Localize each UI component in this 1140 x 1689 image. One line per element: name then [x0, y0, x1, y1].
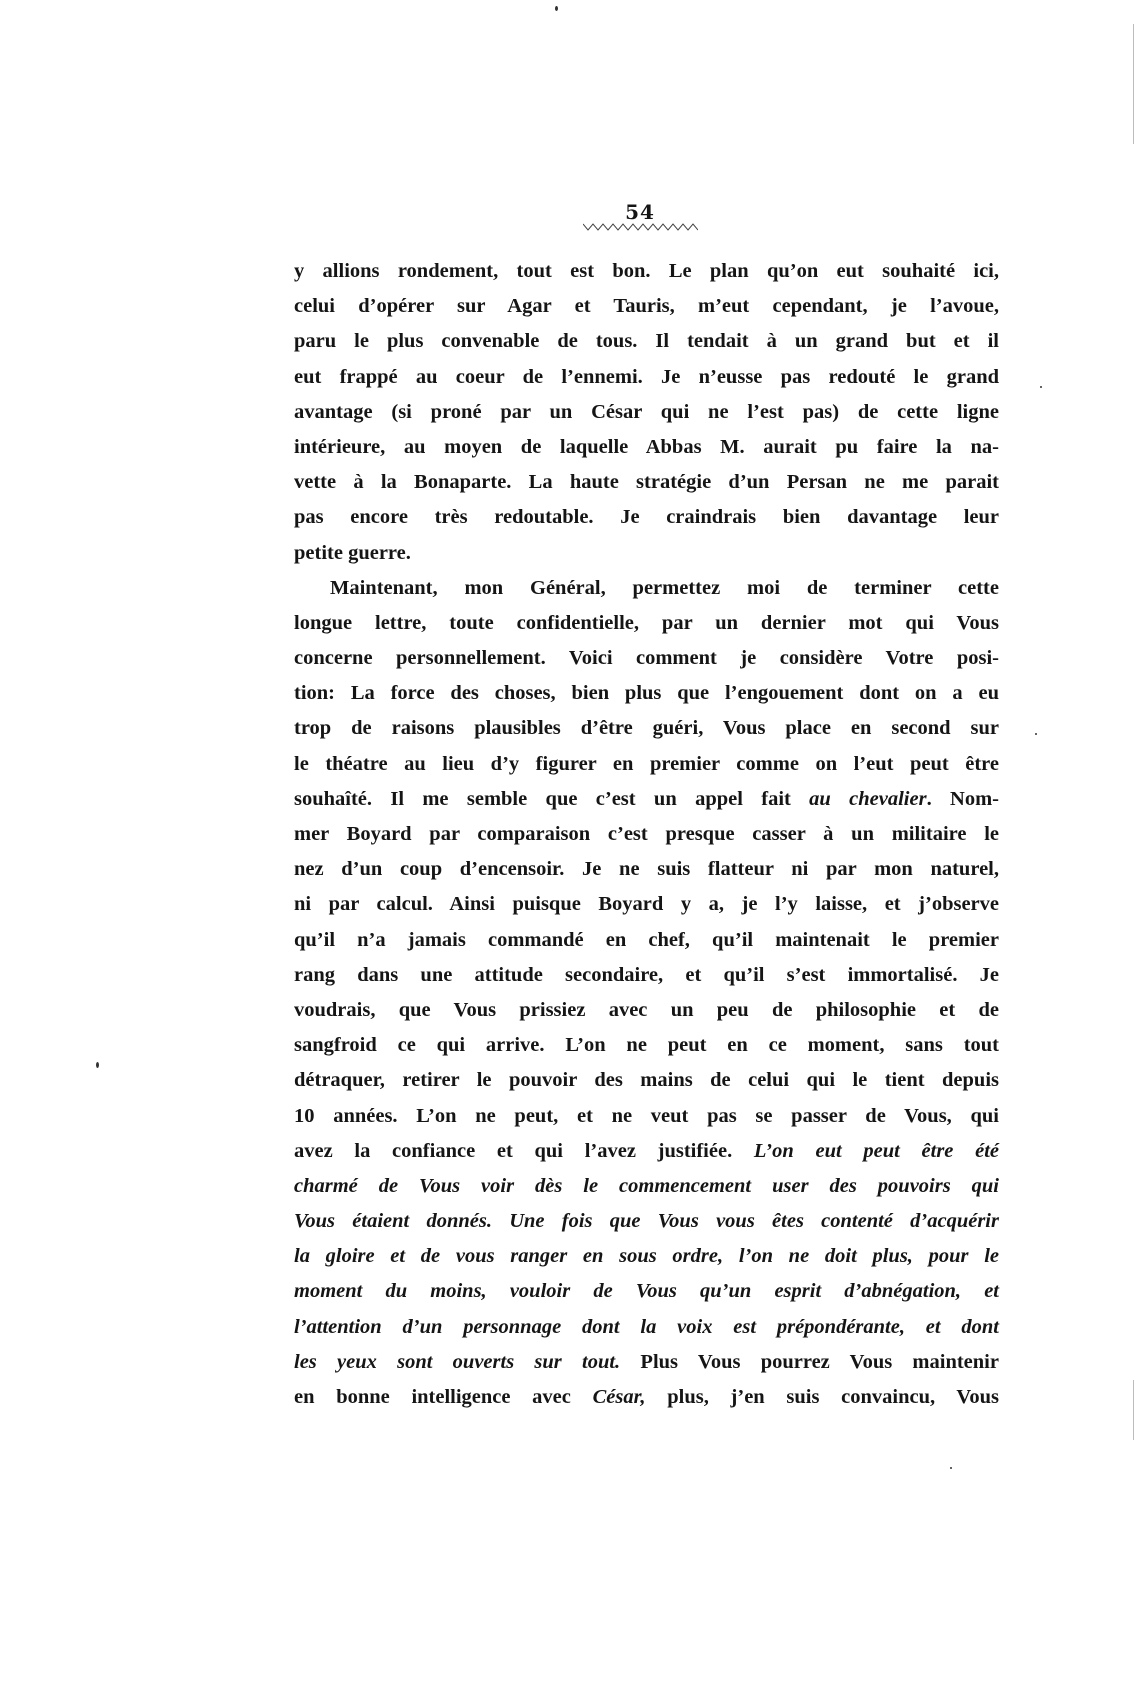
text-line	[294, 254, 999, 289]
text-line	[294, 395, 999, 430]
text-segment: voudrais, que Vous prissiez avec un peu de philosophie et de	[294, 998, 999, 1021]
text-segment: petite guerre.	[294, 541, 411, 564]
text-line	[294, 958, 999, 993]
italic-segment: moment du moins, vouloir de Vous qu’un esprit d’abnégation, et	[294, 1280, 999, 1303]
italic-segment: la gloire et de vous ranger en sous ordre, l’on ne doit plus, pour le	[294, 1245, 999, 1268]
text-segment: souhaîté. Il me semble que c’est un appel fait	[294, 787, 810, 810]
text-line	[294, 641, 999, 676]
italic-segment: l’attention d’un personnage dont la voix est prépondérante, et dont	[294, 1315, 999, 1338]
text-segment: concerne personnellement. Voici comment je considère Votre posi-	[294, 647, 999, 670]
italic-segment: L’on eut peut être été	[753, 1139, 999, 1162]
text-segment: pas encore très redoutable. Je craindrais bien davantage leur	[294, 506, 999, 529]
text-segment: sangfroid ce qui arrive. L’on ne peut en ce moment, sans tout	[294, 1034, 999, 1057]
text-line	[294, 1239, 999, 1274]
text-line	[294, 1028, 999, 1063]
text-line	[294, 606, 999, 641]
ink-speck	[96, 1062, 99, 1068]
text-line	[294, 1380, 999, 1415]
text-line	[294, 782, 999, 817]
text-line	[294, 676, 999, 711]
ink-speck	[555, 6, 558, 11]
text-line	[294, 1134, 999, 1169]
text-segment: le théatre au lieu d’y figurer en premier comme on l’eut peut être	[294, 752, 999, 775]
text-segment: Plus Vous pourrez Vous maintenir	[620, 1350, 999, 1373]
page-edge	[1133, 24, 1134, 144]
page-edge	[1133, 1380, 1134, 1440]
text-line	[294, 1204, 999, 1239]
text-segment: intérieure, au moyen de laquelle Abbas M. aurait pu faire la na-	[294, 435, 999, 458]
text-segment: paru le plus convenable de tous. Il tendait à un grand but et il	[294, 330, 999, 353]
text-segment: 10 années. L’on ne peut, et ne veut pas se passer de Vous, qui	[294, 1104, 999, 1127]
text-line	[294, 324, 999, 359]
text-line	[294, 887, 999, 922]
text-segment: longue lettre, toute confidentielle, par un dernier mot qui Vous	[294, 611, 999, 634]
text-line	[294, 1310, 999, 1345]
text-line	[294, 711, 999, 746]
text-line	[294, 430, 999, 465]
text-segment: mer Boyard par comparaison c’est presque casser à un militaire le	[294, 823, 999, 845]
text-segment: celui d’opérer sur Agar et Tauris, m’eut cependant, je l’avoue,	[294, 295, 999, 318]
ornament-rule	[583, 222, 698, 232]
text-segment: vette à la Bonaparte. La haute stratégie d’un Persan ne me parait	[294, 471, 999, 494]
text-segment: avantage (si proné par un César qui ne l’est pas) de cette ligne	[294, 400, 999, 423]
text-line	[294, 289, 999, 324]
text-line	[294, 817, 999, 852]
text-line	[294, 1099, 999, 1134]
text-segment: nez d’un coup d’encensoir. Je ne suis flatteur ni par mon naturel,	[294, 858, 999, 881]
text-line	[294, 536, 999, 571]
text-segment: détraquer, retirer le pouvoir des mains de celui qui le tient depuis	[294, 1069, 999, 1092]
text-line	[294, 1169, 999, 1204]
page-number: 54	[625, 200, 655, 224]
text-line	[294, 747, 999, 782]
italic-segment: les yeux sont ouverts sur tout.	[294, 1350, 621, 1373]
ink-speck	[950, 1467, 952, 1469]
text-line	[294, 993, 999, 1028]
text-segment: rang dans une attitude secondaire, et qu’il s’est immortalisé. Je	[294, 963, 999, 986]
text-segment: avez la confiance et qui l’avez justifiée.	[294, 1139, 754, 1162]
text-line	[294, 852, 999, 887]
text-line	[294, 1345, 999, 1380]
italic-segment: César,	[592, 1386, 646, 1408]
ink-speck	[1035, 733, 1037, 735]
text-line	[294, 1274, 999, 1309]
text-segment: ni par calcul. Ainsi puisque Boyard y a, je l’y laisse, et j’observe	[294, 893, 999, 916]
body-text	[294, 254, 999, 1415]
italic-segment: au chevalier	[809, 787, 927, 810]
text-line	[294, 360, 999, 395]
text-segment: plus, j’en suis convaincu, Vous	[645, 1386, 999, 1408]
italic-segment: Vous étaient donnés. Une fois que Vous vous êtes contenté d’acquérir	[294, 1210, 999, 1233]
ink-speck	[1040, 386, 1042, 388]
text-segment: en bonne intelligence avec	[294, 1386, 593, 1408]
text-segment: tion: La force des choses, bien plus que l’engouement dont on a eu	[294, 682, 999, 705]
italic-segment: charmé de Vous voir dès le commencement user des pouvoirs qui	[294, 1174, 999, 1197]
text-segment: y allions rondement, tout est bon. Le plan qu’on eut souhaité ici,	[294, 260, 999, 282]
text-line	[294, 465, 999, 500]
text-segment: qu’il n’a jamais commandé en chef, qu’il maintenait le premier	[294, 928, 999, 951]
text-segment: . Nom-	[926, 787, 999, 810]
text-line	[294, 571, 999, 606]
text-line	[294, 923, 999, 958]
text-line	[294, 500, 999, 535]
text-segment: Maintenant, mon Général, permettez moi de terminer cette	[330, 576, 999, 599]
text-line	[294, 1063, 999, 1098]
text-segment: eut frappé au coeur de l’ennemi. Je n’eusse pas redouté le grand	[294, 365, 999, 388]
text-segment: trop de raisons plausibles d’être guéri, Vous place en second sur	[294, 717, 999, 740]
